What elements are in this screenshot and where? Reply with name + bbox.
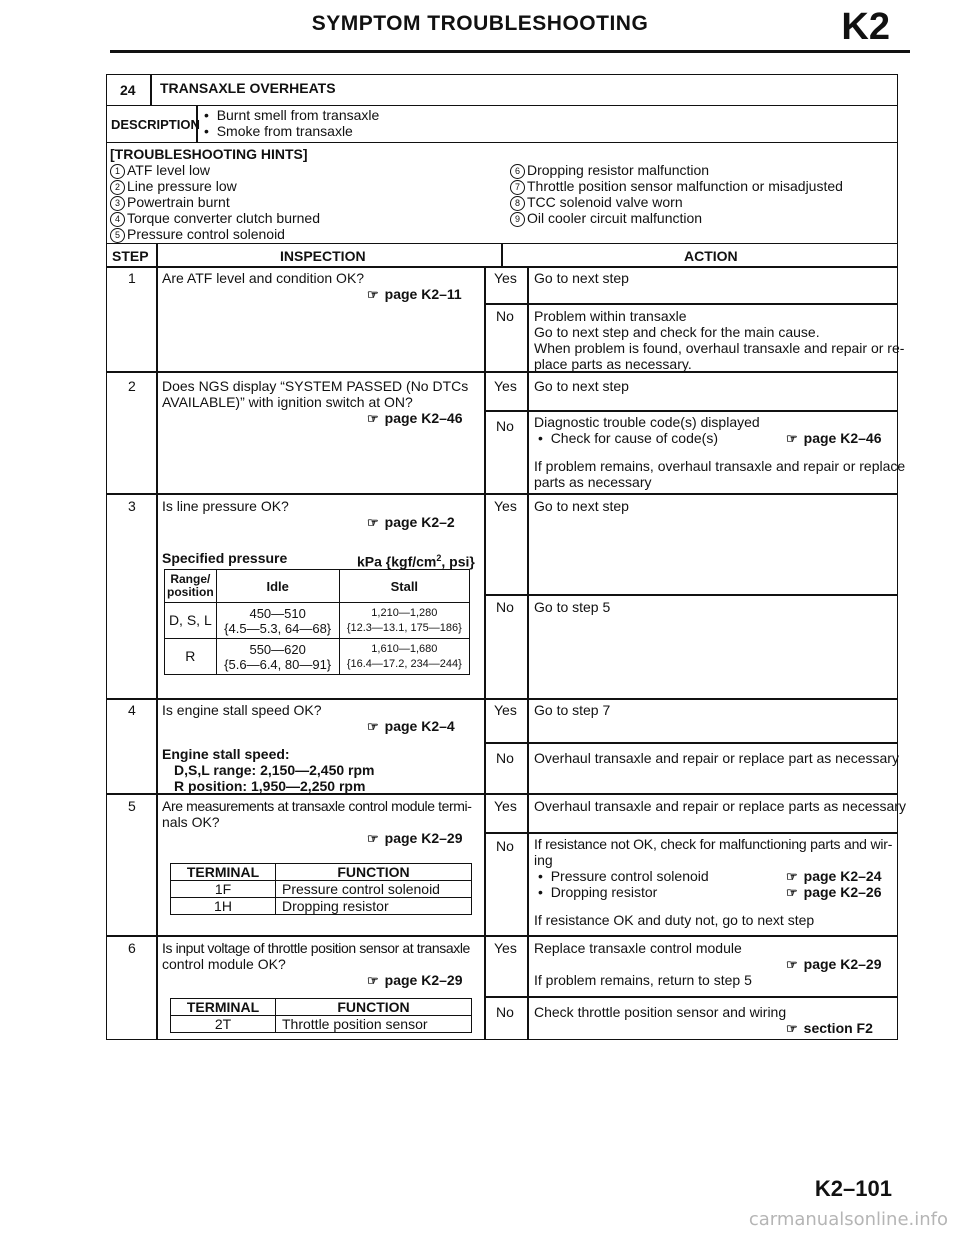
col-header-inspection: INSPECTION xyxy=(280,248,366,264)
pointing-hand-icon: ☞ xyxy=(367,287,379,302)
terminal-table xyxy=(170,863,472,915)
table-header: Range/ position xyxy=(165,570,217,603)
hint-item: 7 Throttle position sensor malfunction or misadjusted xyxy=(510,178,843,195)
spec-unit: kPa {$kgf/cm^2$, psi} xyxy=(357,553,475,570)
table-header: Stall xyxy=(339,570,469,603)
step-question: AVAILABLE)” with ignition switch at ON? xyxy=(162,394,413,410)
yes-action: Overhaul transaxle and repair or replace parts as necessary xyxy=(534,798,906,814)
page-reference: ☞ page K2–26 xyxy=(786,884,882,900)
yes-label: Yes xyxy=(494,702,517,718)
step-number: 5 xyxy=(128,798,136,814)
no-label: No xyxy=(496,838,514,854)
yes-label: Yes xyxy=(494,270,517,286)
no-action: When problem is found, overhaul transaxle and repair or re- xyxy=(534,340,905,356)
step-question: Is engine stall speed OK? xyxy=(162,702,322,718)
spec-text: R position: 1,950—2,250 rpm xyxy=(174,778,366,794)
terminal-table xyxy=(170,998,472,1033)
watermark: carmanualsonline.info xyxy=(748,1209,948,1230)
yes-action: Go to next step xyxy=(534,378,629,394)
hint-item: 8 TCC solenoid valve worn xyxy=(510,194,683,211)
yes-action: If problem remains, return to step 5 xyxy=(534,972,752,988)
yes-label: Yes xyxy=(494,498,517,514)
header-rule xyxy=(110,50,910,53)
page-number: K2–101 xyxy=(814,1176,892,1201)
no-label: No xyxy=(496,308,514,324)
no-label: No xyxy=(496,750,514,766)
no-action: Go to next step and check for the main cause. xyxy=(534,324,820,340)
table-row: 1F Pressure control solenoid xyxy=(171,881,472,898)
spec-text: Engine stall speed: xyxy=(162,746,290,762)
page-reference: ☞ page K2–29 xyxy=(367,830,463,846)
pointing-hand-icon: ☞ xyxy=(786,1021,798,1036)
description-item: • Burnt smell from transaxle xyxy=(204,107,380,123)
step-number: 6 xyxy=(128,940,136,956)
step-number: 2 xyxy=(128,378,136,394)
hint-item: 4 Torque converter clutch burned xyxy=(110,210,320,227)
hint-item: 9 Oil cooler circuit malfunction xyxy=(510,210,702,227)
line-pressure-table xyxy=(164,569,470,675)
col-header-action: ACTION xyxy=(684,248,738,264)
page-reference: ☞ page K2–29 xyxy=(786,956,882,972)
table-header: TERMINAL xyxy=(171,864,276,881)
description-item: • Smoke from transaxle xyxy=(204,123,353,139)
step-question: Are ATF level and condition OK? xyxy=(162,270,365,286)
pointing-hand-icon: ☞ xyxy=(786,957,798,972)
step-question: Is input voltage of throttle position sensor at transaxle xyxy=(162,940,470,956)
no-action: place parts as necessary. xyxy=(534,356,692,372)
pointing-hand-icon: ☞ xyxy=(367,515,379,530)
no-action: Go to step 5 xyxy=(534,599,611,615)
page-reference: ☞ page K2–4 xyxy=(367,718,455,734)
no-bullet: • Check for cause of code(s) xyxy=(538,430,718,446)
yes-label: Yes xyxy=(494,378,517,394)
page-reference: ☞ page K2–24 xyxy=(786,868,882,884)
pointing-hand-icon: ☞ xyxy=(367,719,379,734)
table-header: Idle xyxy=(216,570,339,603)
table-header: FUNCTION xyxy=(276,864,472,881)
pointing-hand-icon: ☞ xyxy=(786,869,798,884)
step-question: nals OK? xyxy=(162,814,220,830)
yes-action: Go to next step xyxy=(534,270,629,286)
table-row: D, S, L 450—510 {4.5—5.3, 64—68} 1,210—1,280 {12.3—13.1, 175—186} xyxy=(165,603,470,639)
page-reference: ☞ page K2–46 xyxy=(786,430,882,446)
col-header-step: STEP xyxy=(112,248,149,264)
hint-item: 5 Pressure control solenoid xyxy=(110,226,285,243)
table-row: 1H Dropping resistor xyxy=(171,898,472,915)
hint-item: 3 Powertrain burnt xyxy=(110,194,230,211)
step-question: Does NGS display “SYSTEM PASSED (No DTCs xyxy=(162,378,469,394)
step-question: control module OK? xyxy=(162,956,286,972)
page-reference: ☞ page K2–2 xyxy=(367,514,455,530)
hint-item: 1 ATF level low xyxy=(110,162,210,179)
no-action: Check throttle position sensor and wiring xyxy=(534,1004,787,1020)
symptom-title: TRANSAXLE OVERHEATS xyxy=(160,80,336,96)
table-header: TERMINAL xyxy=(171,999,276,1016)
spec-label: Specified pressure xyxy=(162,550,288,566)
no-action: parts as necessary xyxy=(534,474,652,490)
no-label: No xyxy=(496,418,514,434)
step-number: 3 xyxy=(128,498,136,514)
step-number: 4 xyxy=(128,702,136,718)
step-question: Are measurements at transaxle control module termi- xyxy=(162,798,472,814)
pointing-hand-icon: ☞ xyxy=(367,973,379,988)
table-header: FUNCTION xyxy=(276,999,472,1016)
no-bullet: • Dropping resistor xyxy=(538,884,658,900)
step-number: 1 xyxy=(128,270,136,286)
no-action: Problem within transaxle xyxy=(534,308,687,324)
table-row: 2T Throttle position sensor xyxy=(171,1016,472,1033)
pointing-hand-icon: ☞ xyxy=(786,885,798,900)
no-action: Diagnostic trouble code(s) displayed xyxy=(534,414,760,430)
hint-item: 2 Line pressure low xyxy=(110,178,237,195)
no-label: No xyxy=(496,1004,514,1020)
no-action: If resistance OK and duty not, go to next step xyxy=(534,912,815,928)
page-reference: ☞ page K2–29 xyxy=(367,972,463,988)
no-bullet: • Pressure control solenoid xyxy=(538,868,709,884)
section-reference: ☞ section F2 xyxy=(786,1020,873,1036)
page-reference: ☞ page K2–11 xyxy=(367,286,462,302)
hint-item: 6 Dropping resistor malfunction xyxy=(510,162,709,179)
step-question: Is line pressure OK? xyxy=(162,498,289,514)
pointing-hand-icon: ☞ xyxy=(367,411,379,426)
pointing-hand-icon: ☞ xyxy=(367,831,379,846)
pointing-hand-icon: ☞ xyxy=(786,431,798,446)
page-reference: ☞ page K2–46 xyxy=(367,410,463,426)
table-row: R 550—620 {5.6—6.4, 80—91} 1,610—1,680 {16.4—17.2, 234—244} xyxy=(165,639,470,675)
no-action: ing xyxy=(534,852,553,868)
description-label: DESCRIPTION xyxy=(111,117,200,132)
hints-heading: [TROUBLESHOOTING HINTS] xyxy=(110,146,308,162)
spec-text: D,S,L range: 2,150—2,450 rpm xyxy=(174,762,375,778)
section-code: K2 xyxy=(841,6,890,48)
page-header-title: SYMPTOM TROUBLESHOOTING xyxy=(311,12,649,35)
yes-label: Yes xyxy=(494,940,517,956)
yes-action: Replace transaxle control module xyxy=(534,940,742,956)
symptom-number: 24 xyxy=(120,82,136,98)
yes-label: Yes xyxy=(494,798,517,814)
no-action: If resistance not OK, check for malfunctioning parts and wir- xyxy=(534,836,893,852)
no-action: Overhaul transaxle and repair or replace part as necessary xyxy=(534,750,899,766)
no-action: If problem remains, overhaul transaxle and repair or replace xyxy=(534,458,906,474)
yes-action: Go to next step xyxy=(534,498,629,514)
no-label: No xyxy=(496,599,514,615)
yes-action: Go to step 7 xyxy=(534,702,611,718)
